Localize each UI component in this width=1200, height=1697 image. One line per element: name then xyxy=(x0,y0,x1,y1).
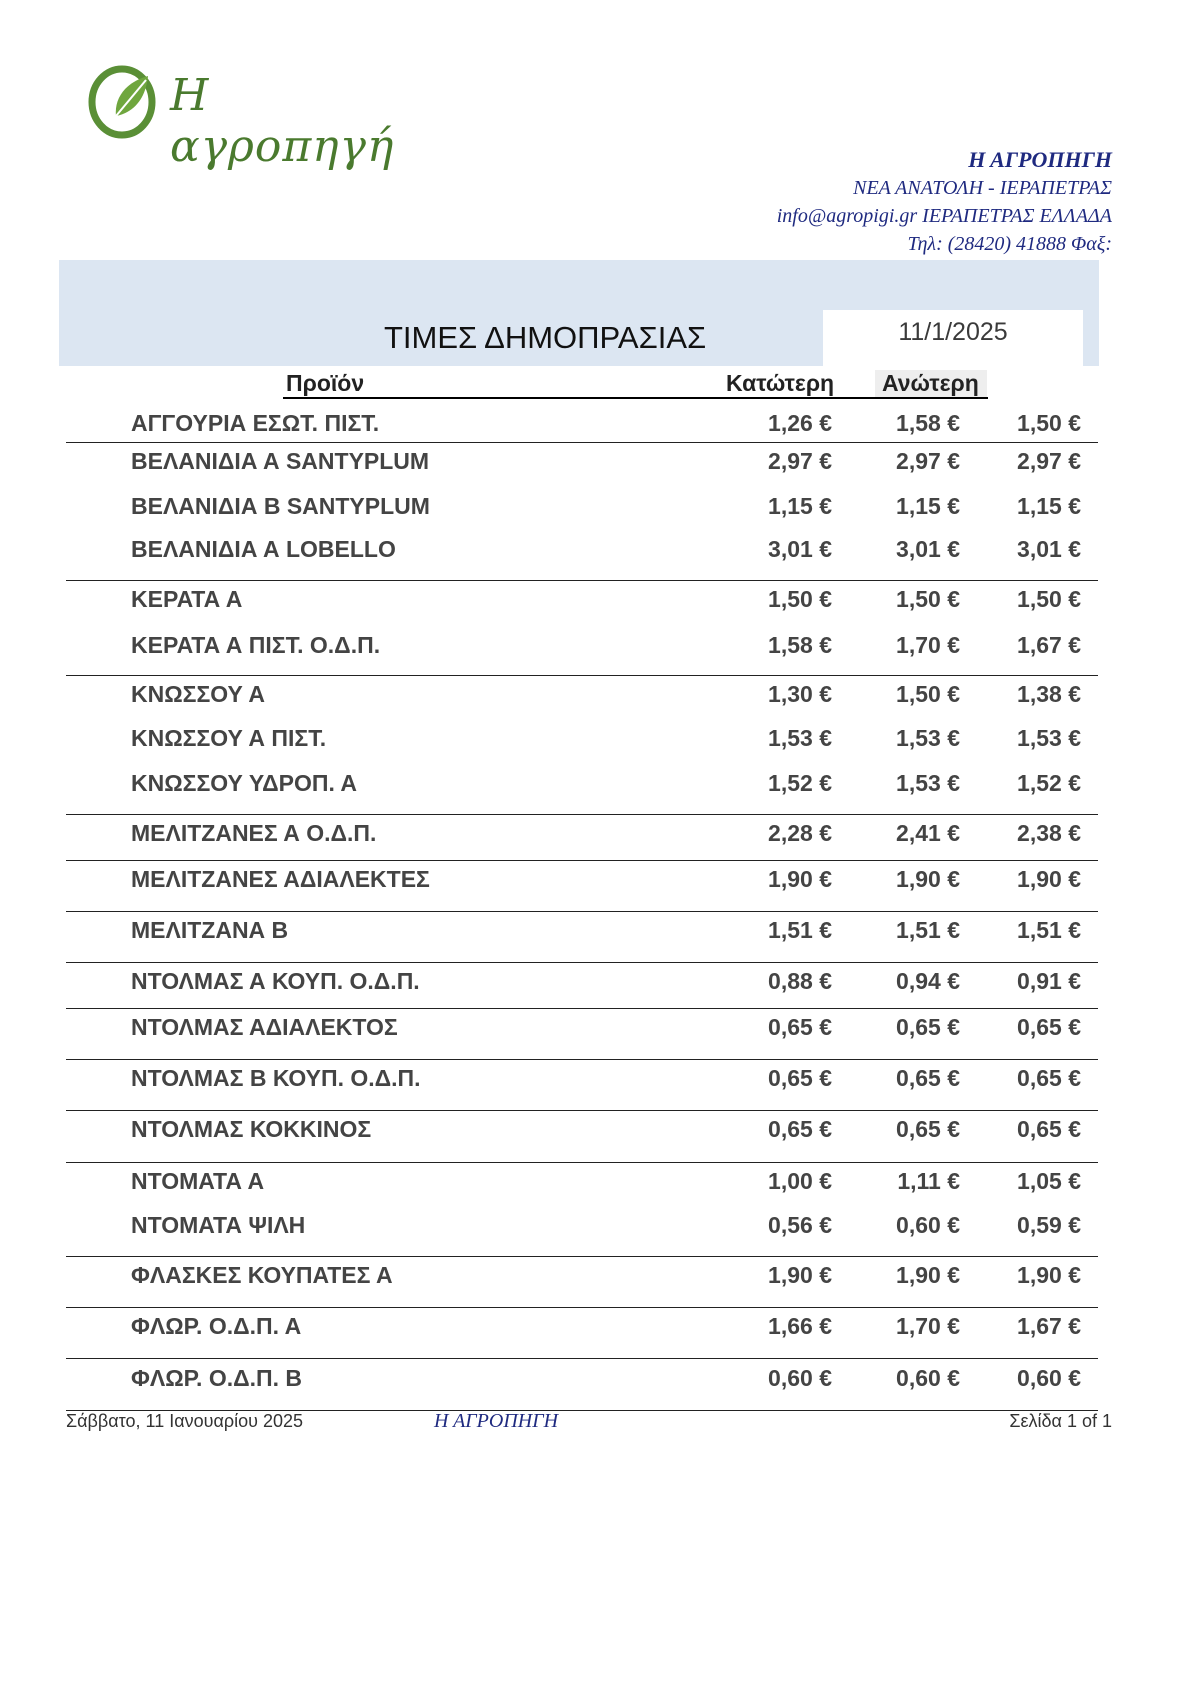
product-name: ΜΕΛΙΤΖΑΝΑ Β xyxy=(131,917,289,943)
table-row xyxy=(0,1168,1200,1208)
price-high: 0,65 € xyxy=(896,1065,960,1091)
row-divider xyxy=(66,1059,1098,1060)
price-low: 1,90 € xyxy=(768,1262,832,1288)
price-low: 0,56 € xyxy=(768,1212,832,1238)
price-high: 1,90 € xyxy=(896,1262,960,1288)
table-row xyxy=(0,820,1200,860)
table-row xyxy=(0,1313,1200,1353)
price-low: 1,00 € xyxy=(768,1168,832,1194)
price-low: 1,15 € xyxy=(768,493,832,519)
price-high: 1,15 € xyxy=(896,493,960,519)
price-low: 0,88 € xyxy=(768,968,832,994)
leaf-icon xyxy=(86,58,166,142)
footer-page: Σελίδα 1 of 1 xyxy=(1009,1411,1112,1431)
table-row xyxy=(0,493,1200,533)
product-name: ΦΛΩΡ. Ο.Δ.Π. Α xyxy=(131,1313,302,1339)
table-row xyxy=(0,866,1200,906)
row-divider xyxy=(66,1358,1098,1359)
price-avg: 0,65 € xyxy=(1017,1065,1081,1091)
page-title: ΤΙΜΕΣ ΔΗΜΟΠΡΑΣΙΑΣ xyxy=(384,320,707,355)
price-avg: 1,90 € xyxy=(1017,866,1081,892)
price-low: 1,50 € xyxy=(768,586,832,612)
row-divider xyxy=(66,1307,1098,1308)
price-low: 2,97 € xyxy=(768,448,832,474)
company-phone: Τηλ: (28420) 41888 Φαξ: xyxy=(907,233,1112,255)
price-low: 1,53 € xyxy=(768,725,832,751)
table-row xyxy=(0,1365,1200,1405)
product-name: ΑΓΓΟΥΡΙΑ ΕΣΩΤ. ΠΙΣΤ. xyxy=(131,410,380,436)
price-avg: 1,53 € xyxy=(1017,725,1081,751)
price-avg: 1,67 € xyxy=(1017,1313,1081,1339)
table-row xyxy=(0,536,1200,576)
price-low: 1,66 € xyxy=(768,1313,832,1339)
price-avg: 1,50 € xyxy=(1017,410,1081,436)
header-rule xyxy=(283,397,988,399)
row-divider xyxy=(66,442,1098,443)
header-high: Ανώτερη xyxy=(882,370,979,396)
price-high: 0,60 € xyxy=(896,1365,960,1391)
price-high: 0,65 € xyxy=(896,1014,960,1040)
product-name: ΝΤΟΛΜΑΣ Β ΚΟΥΠ. Ο.Δ.Π. xyxy=(131,1065,421,1091)
price-avg: 1,15 € xyxy=(1017,493,1081,519)
price-low: 1,52 € xyxy=(768,770,832,796)
price-high: 1,53 € xyxy=(896,770,960,796)
table-row xyxy=(0,770,1200,810)
product-name: ΚΝΩΣΣΟΥ Α ΠΙΣΤ. xyxy=(131,725,327,751)
company-logo xyxy=(86,52,416,172)
price-low: 0,65 € xyxy=(768,1014,832,1040)
price-high: 1,70 € xyxy=(896,632,960,658)
product-name: ΜΕΛΙΤΖΑΝΕΣ ΑΔΙΑΛΕΚΤΕΣ xyxy=(131,866,430,892)
table-row xyxy=(0,917,1200,957)
price-avg: 2,97 € xyxy=(1017,448,1081,474)
product-name: ΝΤΟΛΜΑΣ ΚΟΚΚΙΝΟΣ xyxy=(131,1116,372,1142)
price-low: 1,90 € xyxy=(768,866,832,892)
product-name: ΦΛΩΡ. Ο.Δ.Π. Β xyxy=(131,1365,303,1391)
price-avg: 1,38 € xyxy=(1017,681,1081,707)
product-name: ΒΕΛΑΝΙΔΙΑ Α SANTYPLUM xyxy=(131,448,430,474)
row-divider xyxy=(66,814,1098,815)
price-high: 1,50 € xyxy=(896,586,960,612)
product-name: ΚΝΩΣΣΟΥ Α xyxy=(131,681,266,707)
row-divider xyxy=(66,580,1098,581)
price-low: 0,65 € xyxy=(768,1116,832,1142)
price-low: 0,65 € xyxy=(768,1065,832,1091)
row-divider xyxy=(66,1110,1098,1111)
price-high: 0,60 € xyxy=(896,1212,960,1238)
product-name: ΦΛΑΣΚΕΣ ΚΟΥΠΑΤΕΣ Α xyxy=(131,1262,393,1288)
price-high: 2,97 € xyxy=(896,448,960,474)
table-row xyxy=(0,1014,1200,1054)
company-info xyxy=(777,146,1112,258)
price-avg: 3,01 € xyxy=(1017,536,1081,562)
table-row xyxy=(0,1065,1200,1105)
product-name: ΚΕΡΑΤΑ Α xyxy=(131,586,243,612)
footer-company: Η ΑΓΡΟΠΗΓΗ xyxy=(434,1410,559,1432)
product-name: ΚΕΡΑΤΑ Α ΠΙΣΤ. Ο.Δ.Π. xyxy=(131,632,381,658)
table-row xyxy=(0,1262,1200,1302)
price-high: 1,11 € xyxy=(897,1168,960,1194)
auction-date: 11/1/2025 xyxy=(898,318,1008,346)
product-name: ΝΤΟΜΑΤΑ ΨΙΛΗ xyxy=(131,1212,306,1238)
price-avg: 0,65 € xyxy=(1017,1014,1081,1040)
row-divider xyxy=(66,1162,1098,1163)
row-divider xyxy=(66,675,1098,676)
price-avg: 0,65 € xyxy=(1017,1116,1081,1142)
table-row xyxy=(0,410,1200,450)
price-low: 1,51 € xyxy=(768,917,832,943)
price-high: 3,01 € xyxy=(896,536,960,562)
product-name: ΜΕΛΙΤΖΑΝΕΣ Α Ο.Δ.Π. xyxy=(131,820,377,846)
company-address: ΝΕΑ ΑΝΑΤΟΛΗ - ΙΕΡΑΠΕΤΡΑΣ xyxy=(853,177,1112,199)
table-row xyxy=(0,586,1200,626)
table-row xyxy=(0,448,1200,488)
price-low: 0,60 € xyxy=(768,1365,832,1391)
price-avg: 1,52 € xyxy=(1017,770,1081,796)
company-email[interactable]: info@agropigi.gr ΙΕΡΑΠΕΤΡΑΣ ΕΛΛΑΔΑ xyxy=(776,205,1112,227)
price-high: 0,65 € xyxy=(896,1116,960,1142)
row-divider xyxy=(66,1008,1098,1009)
row-divider xyxy=(66,962,1098,963)
row-divider xyxy=(66,1256,1098,1257)
price-low: 3,01 € xyxy=(768,536,832,562)
product-name: ΚΝΩΣΣΟΥ ΥΔΡΟΠ. Α xyxy=(131,770,357,796)
product-name: ΒΕΛΑΝΙΔΙΑ Β SANTYPLUM xyxy=(131,493,430,519)
price-high: 1,90 € xyxy=(896,866,960,892)
row-divider xyxy=(66,911,1098,912)
price-high: 1,51 € xyxy=(896,917,960,943)
product-name: ΝΤΟΜΑΤΑ Α xyxy=(131,1168,265,1194)
product-name: ΒΕΛΑΝΙΔΙΑ Α LOBELLO xyxy=(131,536,396,562)
table-row xyxy=(0,968,1200,1008)
price-avg: 1,50 € xyxy=(1017,586,1081,612)
header-low: Κατώτερη xyxy=(726,370,835,396)
price-avg: 2,38 € xyxy=(1017,820,1081,846)
price-avg: 1,05 € xyxy=(1017,1168,1081,1194)
price-high: 1,58 € xyxy=(896,410,960,436)
price-high: 1,50 € xyxy=(896,681,960,707)
price-high: 1,70 € xyxy=(896,1313,960,1339)
price-low: 2,28 € xyxy=(768,820,832,846)
row-divider xyxy=(66,860,1098,861)
logo-text: Η αγροπηγή xyxy=(170,70,395,172)
price-avg: 1,67 € xyxy=(1017,632,1081,658)
price-high: 2,41 € xyxy=(896,820,960,846)
price-high: 1,53 € xyxy=(896,725,960,751)
table-row xyxy=(0,1212,1200,1252)
table-row xyxy=(0,632,1200,672)
price-low: 1,30 € xyxy=(768,681,832,707)
price-high: 0,94 € xyxy=(896,968,960,994)
price-avg: 1,51 € xyxy=(1017,917,1081,943)
price-avg: 1,90 € xyxy=(1017,1262,1081,1288)
price-low: 1,26 € xyxy=(768,410,832,436)
price-avg: 0,60 € xyxy=(1017,1365,1081,1391)
product-name: ΝΤΟΛΜΑΣ ΑΔΙΑΛΕΚΤΟΣ xyxy=(131,1014,398,1040)
product-name: ΝΤΟΛΜΑΣ Α ΚΟΥΠ. Ο.Δ.Π. xyxy=(131,968,420,994)
table-row xyxy=(0,725,1200,765)
price-avg: 0,91 € xyxy=(1017,968,1081,994)
footer-date: Σάββατο, 11 Ιανουαρίου 2025 xyxy=(66,1411,304,1431)
table-row xyxy=(0,1116,1200,1156)
company-name: Η ΑΓΡΟΠΗΓΗ xyxy=(968,147,1112,172)
header-product: Προϊόν xyxy=(286,370,365,396)
price-avg: 0,59 € xyxy=(1017,1212,1081,1238)
table-row xyxy=(0,681,1200,721)
price-low: 1,58 € xyxy=(768,632,832,658)
